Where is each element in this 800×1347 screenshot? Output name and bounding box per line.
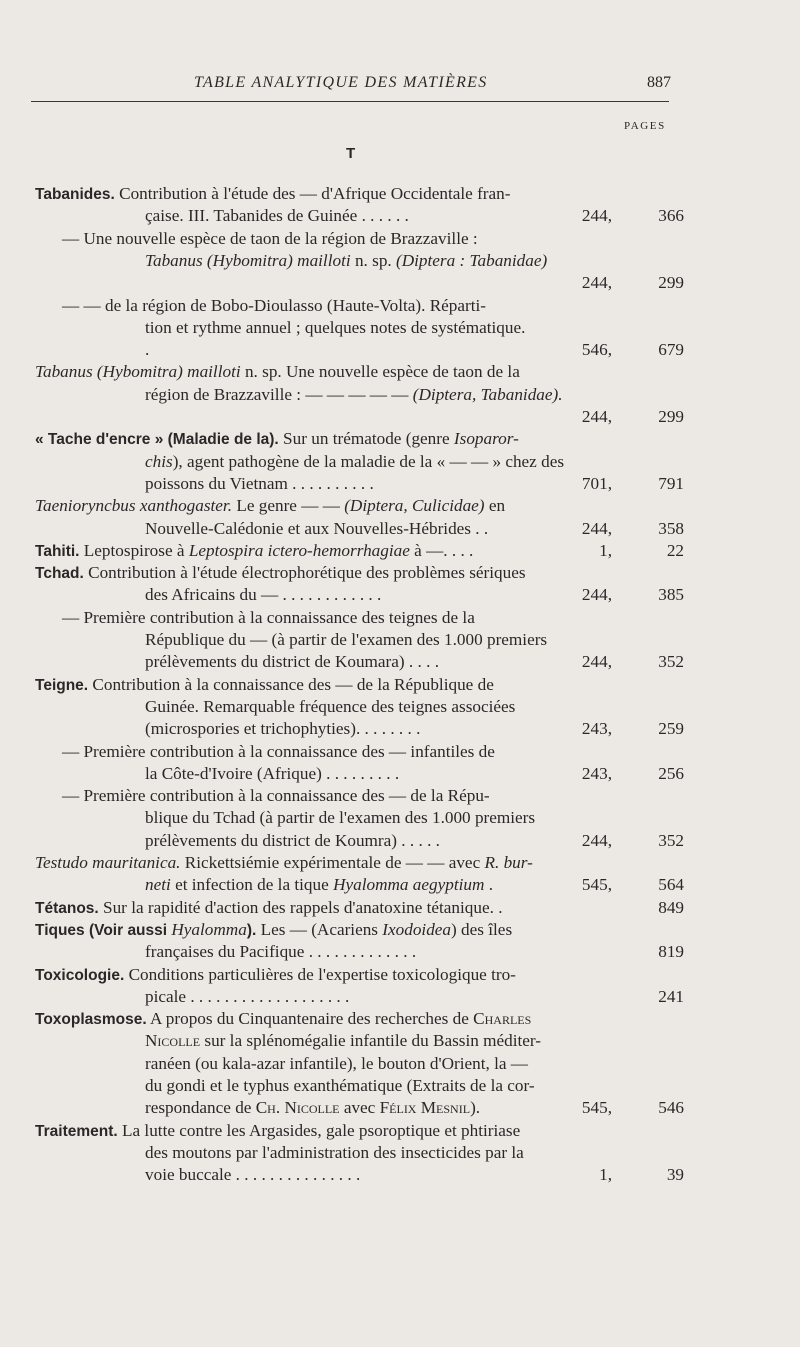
italic-text: (Diptera : Tabanidae) xyxy=(396,250,548,270)
entry-text: ), agent pathogène de la maladie de la « — — » chez des xyxy=(172,451,565,471)
entry-continuation-line xyxy=(145,384,563,406)
entry-text: Nouvelle-Calédonie et aux Nouvelles-Hébrides . . xyxy=(145,518,489,538)
entry-headword: Traitement. xyxy=(35,1122,118,1140)
entry-text: — Une nouvelle espèce de taon de la région de Brazzaville : xyxy=(62,228,478,248)
entry-text: des moutons par l'administration des insecticides par la xyxy=(145,1142,524,1162)
italic-text: Tabanus (Hybomitra) mailloti xyxy=(35,362,241,382)
entry-text: des Africains du — . . . . . . . . . . . . xyxy=(145,585,382,605)
entry-text: Sur un trématode (genre xyxy=(278,429,454,449)
entry-volume: 244, xyxy=(581,652,612,672)
entry-continuation-line xyxy=(145,1142,524,1164)
entry-text: — Première contribution à la connaissance des — infantiles de xyxy=(62,741,495,761)
entry-heading-line xyxy=(35,964,516,986)
entry-text: tion et rythme annuel ; quelques notes de systématique. xyxy=(145,317,526,337)
entry-continuation-line xyxy=(145,205,409,227)
entry-text: Guinée. Remarquable fréquence des teignes associées xyxy=(145,696,516,716)
entry-text: ). xyxy=(470,1098,481,1118)
entry-page: 22 xyxy=(666,540,684,560)
entry-text: — — de la région de Bobo-Dioulasso (Haute-Volta). Réparti- xyxy=(62,295,487,315)
entry-text: prélèvements du district de Koumara) . . . . xyxy=(145,652,440,672)
entry-text: ) des îles xyxy=(451,919,513,939)
entry-text: Contribution à la connaissance des — de la République de xyxy=(88,674,494,694)
entry-headword: Tabanides. xyxy=(35,186,115,203)
entry-heading-line xyxy=(62,607,475,629)
italic-text: Ixodoidea xyxy=(382,919,452,939)
entry-continuation-line xyxy=(145,807,535,829)
entry-continuation-line xyxy=(145,451,564,473)
entry-continuation-line xyxy=(145,1097,480,1119)
page-number: 887 xyxy=(647,74,671,91)
entry-continuation-line xyxy=(145,1030,541,1052)
italic-text: (Diptera, Culicidae) xyxy=(344,496,485,516)
entry-headword: Tétanos. xyxy=(35,899,99,917)
entry-page: 256 xyxy=(658,763,684,783)
italic-text: Taenioryncbus xanthogaster. xyxy=(35,496,233,516)
entry-volume: 244, xyxy=(581,273,612,293)
entry-text: sur la splénomégalie infantile du Bassin méditer- xyxy=(200,1031,542,1051)
entry-page: 849 xyxy=(658,897,684,917)
entry-text: n. sp. Une nouvelle espèce de taon de la xyxy=(240,362,520,382)
entry-text: du gondi et le typhus exanthématique (Extraits de la cor- xyxy=(145,1076,535,1095)
entry-continuation-line xyxy=(145,339,149,361)
entry-continuation-line xyxy=(145,874,493,896)
entry-continuation-line xyxy=(145,830,440,852)
entry-continuation-line xyxy=(145,1164,360,1186)
entry-continuation-line xyxy=(145,763,399,785)
entry-text: et infection de la tique xyxy=(170,875,334,895)
entry-page: 241 xyxy=(658,986,684,1006)
entry-continuation-line xyxy=(145,651,439,673)
entry-text: — Première contribution à la connaissance des teignes de la xyxy=(62,607,475,627)
pages-column-label: PAGES xyxy=(624,120,666,132)
entry-text: françaises du Pacifique . . . . . . . . . . . . . xyxy=(145,942,417,962)
entry-text: çaise. III. Tabanides de Guinée . . . . . . xyxy=(145,206,409,226)
entry-heading-line xyxy=(62,785,490,807)
italic-text: Hyalomma aegyptium xyxy=(333,875,485,895)
entry-text: blique du Tchad (à partir de l'examen des 1.000 premiers xyxy=(145,808,536,828)
entry-page: 679 xyxy=(658,340,684,360)
italic-text: chis xyxy=(145,451,173,471)
entry-volume: 701, xyxy=(581,473,612,493)
entry-continuation-line xyxy=(145,629,547,651)
entry-text: Rickettsiémie expérimentale de — — avec xyxy=(180,853,485,872)
entry-heading-line xyxy=(35,428,519,450)
entry-text: respondance de xyxy=(145,1098,256,1118)
entry-page: 564 xyxy=(658,875,684,895)
entry-volume: 545, xyxy=(581,875,612,895)
entry-text: Le genre — — xyxy=(232,496,345,516)
entry-headword: ). xyxy=(246,921,257,939)
entry-text: Les — (Acariens xyxy=(256,919,383,939)
entry-volume: 244, xyxy=(581,518,612,538)
italic-text: Hyalomma xyxy=(171,919,247,939)
entry-text: A propos du Cinquantenaire des recherches de xyxy=(146,1009,474,1029)
entry-heading-line xyxy=(62,295,486,317)
entry-page: 546 xyxy=(658,1098,684,1118)
entry-text: la Côte-d'Ivoire (Afrique) . . . . . . . . . xyxy=(145,763,400,783)
entry-volume: 244, xyxy=(581,206,612,226)
entry-text: voie buccale . . . . . . . . . . . . . . . xyxy=(145,1165,361,1185)
running-header-title: TABLE ANALYTIQUE DES MATIÈRES xyxy=(194,74,488,91)
entry-heading-line xyxy=(62,228,478,250)
entry-continuation-line xyxy=(145,317,525,339)
header-rule xyxy=(31,101,669,102)
entry-text: Conditions particulières de l'expertise toxicologique tro- xyxy=(124,964,516,984)
entry-text: en xyxy=(484,496,506,516)
entry-text: prélèvements du district de Koumra) . . . . . xyxy=(145,830,440,850)
italic-text: R. bur- xyxy=(484,853,533,872)
entry-heading-line xyxy=(62,741,495,763)
entry-continuation-line xyxy=(145,584,381,606)
entry-heading-line xyxy=(35,361,520,383)
entry-volume: 243, xyxy=(581,763,612,783)
entry-page: 366 xyxy=(658,206,684,226)
entry-headword: Teigne. xyxy=(35,676,89,694)
author-name: Nicolle xyxy=(145,1031,201,1051)
entry-continuation-line xyxy=(145,696,515,718)
entry-continuation-line xyxy=(145,718,420,740)
entry-text: région de Brazzaville : — — — — — xyxy=(145,384,413,404)
entry-heading-line xyxy=(35,495,505,517)
entry-volume: 545, xyxy=(581,1098,612,1118)
entry-heading-line xyxy=(35,1008,531,1030)
italic-text: Isoparor- xyxy=(453,429,519,449)
entry-page: 791 xyxy=(658,473,684,493)
entry-heading-line xyxy=(35,1120,520,1142)
entry-text: . xyxy=(145,340,150,360)
entry-page: 259 xyxy=(658,719,684,739)
entry-heading-line xyxy=(35,674,494,696)
entry-text: Leptospirose à xyxy=(79,540,189,560)
italic-text: (Diptera, Tabanidae). xyxy=(412,384,563,404)
entry-continuation-line xyxy=(145,986,349,1008)
entry-page: 819 xyxy=(658,942,684,962)
entry-heading-line xyxy=(35,183,510,205)
entry-headword: Tchad. xyxy=(35,565,84,583)
entry-text: poissons du Vietnam . . . . . . . . . . xyxy=(145,473,374,493)
entry-text: picale . . . . . . . . . . . . . . . . . . . xyxy=(145,986,350,1006)
entry-text: — Première contribution à la connaissance des — de la Répu- xyxy=(62,786,490,806)
entry-page: 39 xyxy=(666,1165,684,1185)
entry-page: 352 xyxy=(658,830,684,850)
entry-text: avec xyxy=(339,1098,380,1118)
entry-continuation-line xyxy=(145,941,416,963)
italic-text: Testudo mauritanica. xyxy=(35,853,181,872)
entry-text: Contribution à l'étude électrophorétique des problèmes sériques xyxy=(83,563,526,583)
entry-volume: 244, xyxy=(581,585,612,605)
italic-text: Tabanus (Hybomitra) mailloti xyxy=(145,250,351,270)
italic-text: Leptospira ictero-hemorrhagiae xyxy=(188,540,410,560)
entry-volume: 1, xyxy=(599,540,612,560)
author-name: Ch. Nicolle xyxy=(255,1098,340,1118)
entry-page: 299 xyxy=(658,273,684,293)
entry-text: n. sp. xyxy=(350,250,397,270)
entry-headword: « Tache d'encre » (Maladie de la). xyxy=(35,431,279,449)
entry-text: Sur la rapidité d'action des rappels d'anatoxine tétanique. . xyxy=(98,897,503,917)
entry-heading-line xyxy=(35,852,533,874)
entry-continuation-line xyxy=(145,518,488,540)
entry-text: à —. . . . xyxy=(409,540,474,560)
author-name: Charles xyxy=(473,1009,532,1029)
entry-page: 299 xyxy=(658,407,684,426)
entry-headword: Tiques (Voir aussi xyxy=(35,921,172,939)
entry-text: (microspories et trichophyties). . . . . . . . xyxy=(145,719,421,739)
entry-continuation-line xyxy=(145,1053,528,1075)
entry-heading-line xyxy=(35,897,503,919)
author-name: Félix Mesnil xyxy=(379,1098,471,1118)
section-letter: T xyxy=(346,145,356,162)
entry-text: République du — (à partir de l'examen des 1.000 premiers xyxy=(145,630,548,649)
entry-text: La lutte contre les Argasides, gale psoroptique et phtiriase xyxy=(117,1120,521,1140)
entry-volume: 244, xyxy=(581,407,612,426)
entry-volume: 244, xyxy=(581,830,612,850)
entry-heading-line xyxy=(35,562,526,584)
entry-headword: Toxicologie. xyxy=(35,966,125,984)
entry-heading-line xyxy=(35,540,473,562)
italic-text: neti xyxy=(145,875,171,895)
entry-continuation-line xyxy=(145,473,374,495)
entry-page: 385 xyxy=(658,585,684,605)
entry-volume: 546, xyxy=(581,340,612,360)
entry-text: Contribution à l'étude des — d'Afrique Occidentale fran- xyxy=(114,184,511,203)
entry-page: 352 xyxy=(658,652,684,672)
entry-page: 358 xyxy=(658,518,684,538)
entry-volume: 1, xyxy=(599,1165,612,1185)
entry-continuation-line xyxy=(145,1075,535,1097)
entry-continuation-line xyxy=(145,250,547,272)
entry-text: ranéen (ou kala-azar infantile), le bouton d'Orient, la — xyxy=(145,1053,528,1073)
entry-headword: Toxoplasmose. xyxy=(35,1011,147,1029)
entry-text: . xyxy=(484,875,493,895)
entry-heading-line xyxy=(35,919,512,941)
entry-volume: 243, xyxy=(581,719,612,739)
entry-headword: Tahiti. xyxy=(35,542,80,560)
